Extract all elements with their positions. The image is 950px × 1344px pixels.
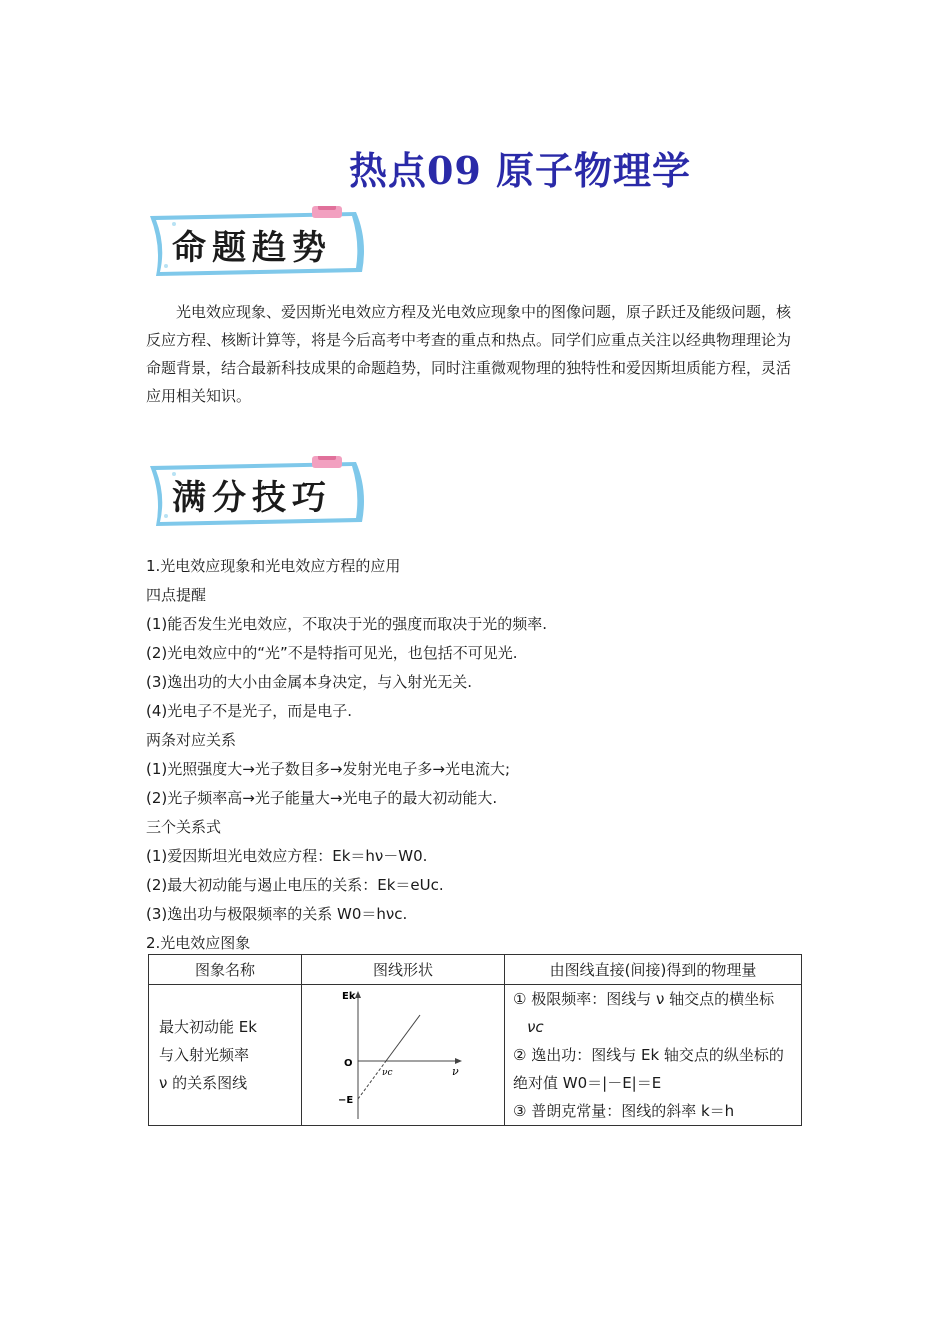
text-line: (4)光电子不是光子，而是电子. — [146, 702, 353, 720]
text-line: 三个关系式 — [146, 818, 222, 836]
graph-shape-cell — [302, 985, 505, 1126]
x-axis-label: ν — [452, 1065, 459, 1078]
text-line: 1.光电效应现象和光电效应方程的应用 — [146, 557, 401, 575]
y-axis-arrow-icon — [355, 991, 361, 998]
text-line: (2)最大初动能与遏止电压的关系：Ek＝eUc. — [146, 876, 444, 894]
text-line: (1)光照强度大→光子数目多→发射光电子多→光电流大; — [146, 760, 511, 778]
text-line: (1)能否发生光电效应，不取决于光的强度而取决于光的频率. — [146, 615, 548, 633]
banner-label: 命题趋势 — [172, 228, 332, 268]
x-axis-arrow-icon — [455, 1058, 462, 1064]
graph-extension — [358, 1061, 386, 1099]
banner-label: 满分技巧 — [172, 478, 332, 518]
skills-content — [146, 552, 806, 958]
text-line: (2)光电效应中的“光”不是特指可见光，也包括不可见光. — [146, 644, 518, 662]
page-title: 热点09 原子物理学 — [348, 148, 692, 193]
text-line: (3)逸出功与极限频率的关系 W0＝hνc. — [146, 905, 408, 923]
graph-line — [386, 1015, 420, 1061]
trend-paragraph: 光电效应现象、爱因斯光电效应方程及光电效应现象中的图像问题，原子跃迁及能级问题，核反应方程、核断计算等，将是今后高考中考查的重点和热点。同学们应重点关注以经典物理理论为命题背景，结合最新科技成果的命题趋势，同时注重微观物理的独特性和爱因斯坦质能方程，灵活应用相关知识。 — [146, 303, 792, 405]
table-header: 图象名称 — [149, 955, 302, 985]
ek-vs-frequency-graph — [338, 987, 468, 1123]
text-line: (1)爱因斯坦光电效应方程：Ek＝hν－W0. — [146, 847, 428, 865]
origin-label: O — [344, 1058, 353, 1069]
text-line: 四点提醒 — [146, 586, 207, 604]
graph-name-line: ν 的关系图线 — [159, 1074, 248, 1092]
quantity-line: ③ 普朗克常量：图线的斜率 k＝h — [513, 1102, 735, 1120]
text-line: (2)光子频率高→光子能量大→光电子的最大初动能大. — [146, 789, 498, 807]
text-line: 2.光电效应图象 — [146, 934, 251, 952]
table-header-row — [149, 955, 802, 985]
graph-name-line: 最大初动能 Ek — [159, 1018, 257, 1036]
photoelectric-graph-table — [148, 954, 802, 1126]
table-row — [149, 985, 802, 1126]
quantity-line: ② 逸出功：图线与 Ek 轴交点的纵坐标的 — [513, 1046, 784, 1064]
table-header: 图线形状 — [302, 955, 505, 985]
text-line: (3)逸出功的大小由金属本身决定，与入射光无关. — [146, 673, 473, 691]
graph-name-cell — [149, 985, 302, 1126]
section-banner-skills — [146, 456, 374, 530]
table-header: 由图线直接(间接)得到的物理量 — [505, 955, 802, 985]
text-line: 两条对应关系 — [146, 731, 237, 749]
y-intercept-label: −E — [338, 1095, 354, 1106]
quantity-line: 绝对值 W0＝|－E|＝E — [513, 1074, 662, 1092]
y-axis-label: Ek — [342, 991, 356, 1002]
quantity-line: νc — [527, 1018, 544, 1036]
quantity-line: ① 极限频率：图线与 ν 轴交点的横坐标 — [513, 990, 775, 1008]
x-intercept-label: νc — [382, 1068, 393, 1078]
graph-name-line: 与入射光频率 — [159, 1046, 250, 1064]
section-banner-trend — [146, 206, 374, 280]
quantities-cell — [505, 985, 802, 1126]
